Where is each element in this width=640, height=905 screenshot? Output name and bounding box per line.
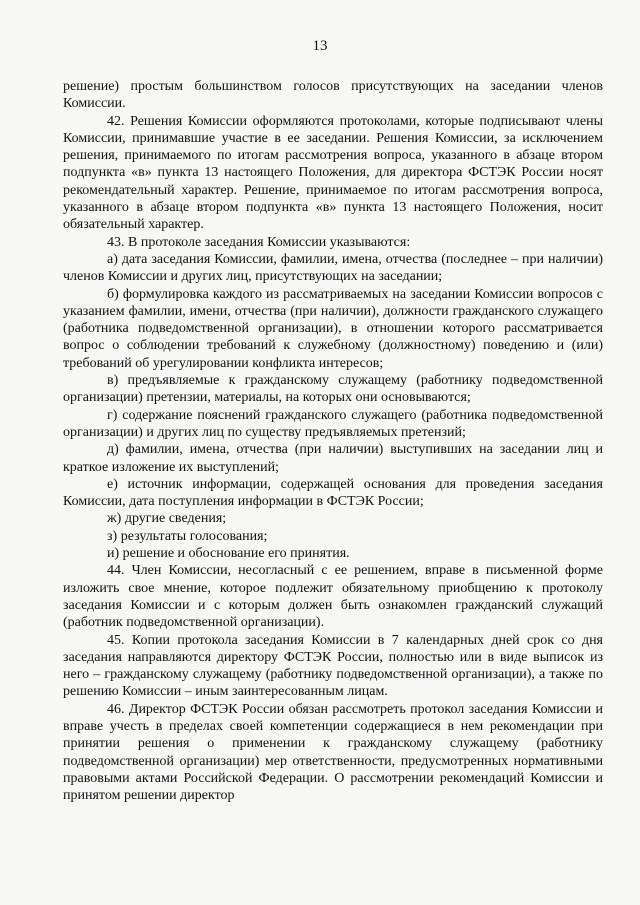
subitem-v: в) предъявляемые к гражданскому служащему (работнику подведомственной организации) претензии, материалы, на которых они основываются; <box>63 373 603 406</box>
subitem-a: а) дата заседания Комиссии, фамилии, имена, отчества (последнее – при наличии) членов Комиссии и других лиц, присутствующих на заседании; <box>63 251 603 285</box>
paragraph-46: 46. Директор ФСТЭК России обязан рассмотреть протокол заседания Комиссии и вправе учесть в пределах своей компетенции содержащиеся в нем рекомендации при принятии решения о применении к гражданскому служащему (работнику подведомственной организации) мер ответственности, предусмотренных нормативными правовыми актами Российской Федерации. О рассмотрении рекомендаций Комиссии и принятом решении директор <box>63 701 603 804</box>
page-number: 13 <box>312 38 328 54</box>
subitem-g: г) содержание пояснений гражданского служащего (работника подведомственной организации) и других лиц по существу предъявляемых претензий; <box>63 407 603 440</box>
paragraph-44: 44. Член Комиссии, несогласный с ее решением, вправе в письменной форме изложить свое мнение, которое подлежит обязательному приобщению к протоколу заседания Комиссии и с которым должен быть ознакомлен гражданский служащий (работник подведомственной организации). <box>63 563 603 631</box>
subitem-i: и) решение и обоснование его принятия. <box>107 546 350 562</box>
paragraph-45: 45. Копии протокола заседания Комиссии в 7 календарных дней срок со дня заседания направляются директору ФСТЭК России, полностью или в виде выписок из него – гражданскому служащему (работнику подведомственной организации), а также по решению Комиссии – иным заинтересованным лицам. <box>63 632 603 700</box>
subitem-z: з) результаты голосования; <box>107 528 268 544</box>
paragraph-43: 43. В протоколе заседания Комиссии указываются: <box>107 234 411 250</box>
subitem-d: д) фамилии, имена, отчества (при наличии) выступивших на заседании лиц и краткое изложение их выступлений; <box>63 442 603 475</box>
paragraph-42: 42. Решения Комиссии оформляются протоколами, которые подписывают члены Комиссии, принимавшие участие в ее заседании. Решения Комиссии, за исключением решения, принимаемого по итогам рассмотрения вопроса, указанного в абзаце втором подпункта «в» пункта 13 настоящего Положения, для директора ФСТЭК России носят рекомендательный характер. Решение, принимаемое по итогам рассмотрения вопроса, указанного в абзаце втором подпункта «в» пункта 13 настоящего Положения, носит обязательный характер. <box>63 113 603 233</box>
paragraph-41-continuation: решение) простым большинством голосов присутствующих на заседании членов Комиссии. <box>63 79 603 112</box>
subitem-b: б) формулировка каждого из рассматриваемых на заседании Комиссии вопросов с указанием фамилии, имени, отчества (при наличии), должности гражданского служащего (работника подведомственной организации), в отношении которого рассматривается вопрос о соблюдении требований к служебному (должностному) поведению и (или) требований об урегулировании конфликта интересов; <box>63 286 603 371</box>
body-text <box>63 78 603 804</box>
subitem-e: е) источник информации, содержащей основания для проведения заседания Комиссии, дата поступления информации в ФСТЭК России; <box>63 476 603 510</box>
subitem-zh: ж) другие сведения; <box>107 511 227 527</box>
